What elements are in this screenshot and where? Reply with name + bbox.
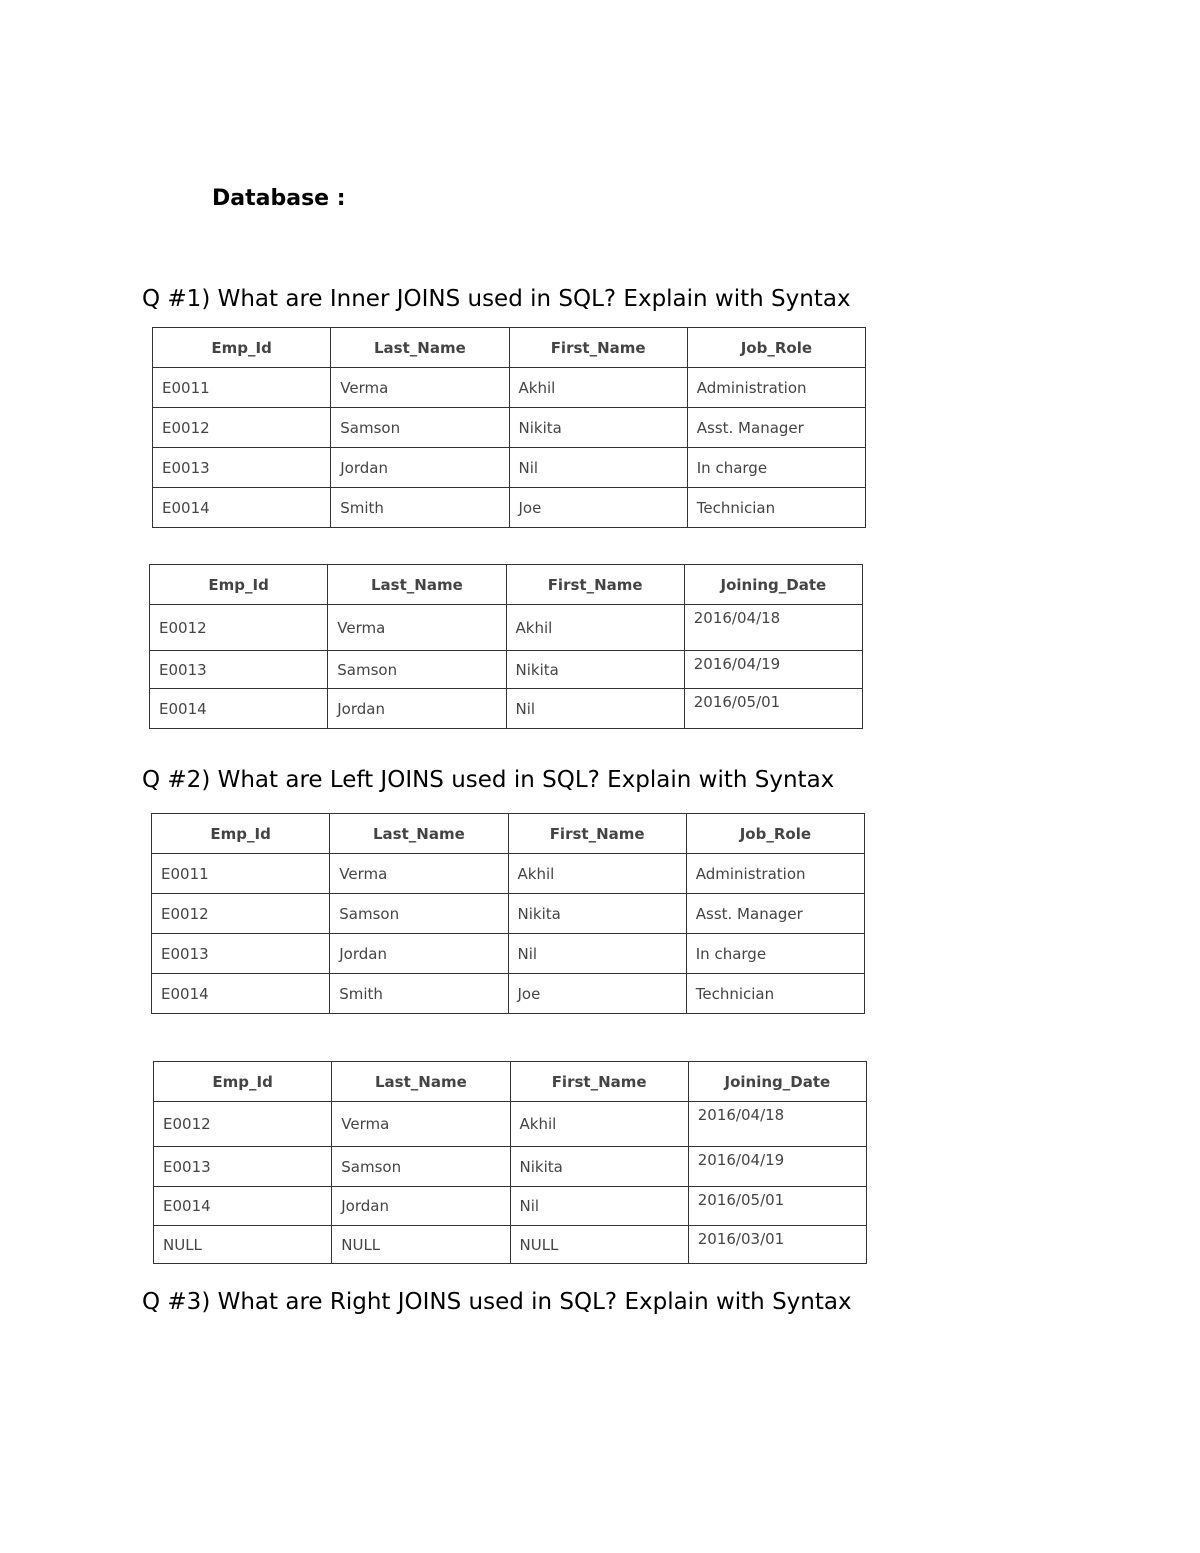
cell-emp-id: E0012 <box>153 408 331 448</box>
cell-joining-date: 2016/03/01 <box>688 1226 866 1264</box>
cell-job-role: Asst. Manager <box>687 408 865 448</box>
table-header-row <box>152 814 865 854</box>
table-row <box>154 1147 867 1187</box>
cell-last-name: Smith <box>330 974 508 1014</box>
cell-emp-id: E0011 <box>152 854 330 894</box>
cell-last-name: NULL <box>332 1226 510 1264</box>
cell-first-name: Joe <box>509 488 687 528</box>
cell-last-name: Samson <box>330 894 508 934</box>
cell-job-role: Technician <box>687 488 865 528</box>
column-header-first-name: First_Name <box>508 814 686 854</box>
employee-job-table-1 <box>152 327 866 528</box>
cell-emp-id: E0013 <box>152 934 330 974</box>
column-header-job-role: Job_Role <box>686 814 864 854</box>
cell-last-name: Jordan <box>331 448 509 488</box>
cell-last-name: Verma <box>328 605 506 651</box>
employee-joining-table-2 <box>153 1061 867 1264</box>
cell-job-role: In charge <box>686 934 864 974</box>
table-row <box>150 605 863 651</box>
cell-joining-date: 2016/05/01 <box>688 1187 866 1226</box>
table-row <box>150 651 863 689</box>
cell-first-name: Nikita <box>509 408 687 448</box>
cell-emp-id: E0014 <box>150 689 328 729</box>
cell-emp-id: E0013 <box>150 651 328 689</box>
column-header-last-name: Last_Name <box>332 1062 510 1102</box>
column-header-last-name: Last_Name <box>331 328 509 368</box>
cell-last-name: Samson <box>332 1147 510 1187</box>
cell-joining-date: 2016/04/18 <box>688 1102 866 1147</box>
column-header-emp-id: Emp_Id <box>152 814 330 854</box>
column-header-emp-id: Emp_Id <box>154 1062 332 1102</box>
table-header-row <box>153 328 866 368</box>
question-3: Q #3) What are Right JOINS used in SQL? Explain with Syntax <box>142 1289 852 1315</box>
column-header-joining-date: Joining_Date <box>684 565 862 605</box>
table-row <box>153 368 866 408</box>
column-header-first-name: First_Name <box>509 328 687 368</box>
cell-job-role: In charge <box>687 448 865 488</box>
page-heading: Database : <box>212 186 346 211</box>
cell-first-name: Joe <box>508 974 686 1014</box>
cell-joining-date: 2016/04/19 <box>688 1147 866 1187</box>
cell-job-role: Administration <box>687 368 865 408</box>
cell-last-name: Jordan <box>332 1187 510 1226</box>
cell-last-name: Verma <box>330 854 508 894</box>
cell-last-name: Verma <box>331 368 509 408</box>
cell-emp-id: E0012 <box>154 1102 332 1147</box>
cell-emp-id: E0013 <box>154 1147 332 1187</box>
cell-first-name: Nil <box>506 689 684 729</box>
cell-first-name: Akhil <box>510 1102 688 1147</box>
table-row <box>153 488 866 528</box>
cell-job-role: Asst. Manager <box>686 894 864 934</box>
column-header-job-role: Job_Role <box>687 328 865 368</box>
cell-last-name: Samson <box>328 651 506 689</box>
table-header-row <box>154 1062 867 1102</box>
column-header-last-name: Last_Name <box>328 565 506 605</box>
cell-emp-id: E0014 <box>152 974 330 1014</box>
table-row <box>154 1102 867 1147</box>
table-row <box>152 934 865 974</box>
cell-first-name: Nil <box>508 934 686 974</box>
cell-last-name: Jordan <box>330 934 508 974</box>
table-row <box>152 894 865 934</box>
cell-first-name: Akhil <box>509 368 687 408</box>
cell-emp-id: NULL <box>154 1226 332 1264</box>
question-2: Q #2) What are Left JOINS used in SQL? Explain with Syntax <box>142 767 835 793</box>
cell-joining-date: 2016/05/01 <box>684 689 862 729</box>
cell-emp-id: E0014 <box>154 1187 332 1226</box>
cell-last-name: Jordan <box>328 689 506 729</box>
cell-job-role: Administration <box>686 854 864 894</box>
cell-emp-id: E0014 <box>153 488 331 528</box>
table-row <box>154 1187 867 1226</box>
employee-joining-table-1 <box>149 564 863 729</box>
table-row <box>153 408 866 448</box>
cell-joining-date: 2016/04/19 <box>684 651 862 689</box>
column-header-emp-id: Emp_Id <box>150 565 328 605</box>
cell-emp-id: E0012 <box>152 894 330 934</box>
column-header-first-name: First_Name <box>506 565 684 605</box>
question-1: Q #1) What are Inner JOINS used in SQL? Explain with Syntax <box>142 286 851 312</box>
cell-first-name: Nikita <box>510 1147 688 1187</box>
cell-job-role: Technician <box>686 974 864 1014</box>
table-row <box>154 1226 867 1264</box>
table-row <box>153 448 866 488</box>
column-header-last-name: Last_Name <box>330 814 508 854</box>
cell-last-name: Samson <box>331 408 509 448</box>
cell-first-name: Akhil <box>506 605 684 651</box>
column-header-joining-date: Joining_Date <box>688 1062 866 1102</box>
cell-emp-id: E0011 <box>153 368 331 408</box>
table-header-row <box>150 565 863 605</box>
cell-first-name: Nikita <box>506 651 684 689</box>
cell-first-name: Nil <box>510 1187 688 1226</box>
column-header-emp-id: Emp_Id <box>153 328 331 368</box>
table-row <box>152 854 865 894</box>
cell-first-name: Akhil <box>508 854 686 894</box>
cell-last-name: Verma <box>332 1102 510 1147</box>
cell-first-name: Nil <box>509 448 687 488</box>
table-row <box>152 974 865 1014</box>
cell-first-name: Nikita <box>508 894 686 934</box>
employee-job-table-2 <box>151 813 865 1014</box>
cell-joining-date: 2016/04/18 <box>684 605 862 651</box>
table-row <box>150 689 863 729</box>
column-header-first-name: First_Name <box>510 1062 688 1102</box>
cell-last-name: Smith <box>331 488 509 528</box>
cell-emp-id: E0013 <box>153 448 331 488</box>
cell-first-name: NULL <box>510 1226 688 1264</box>
cell-emp-id: E0012 <box>150 605 328 651</box>
